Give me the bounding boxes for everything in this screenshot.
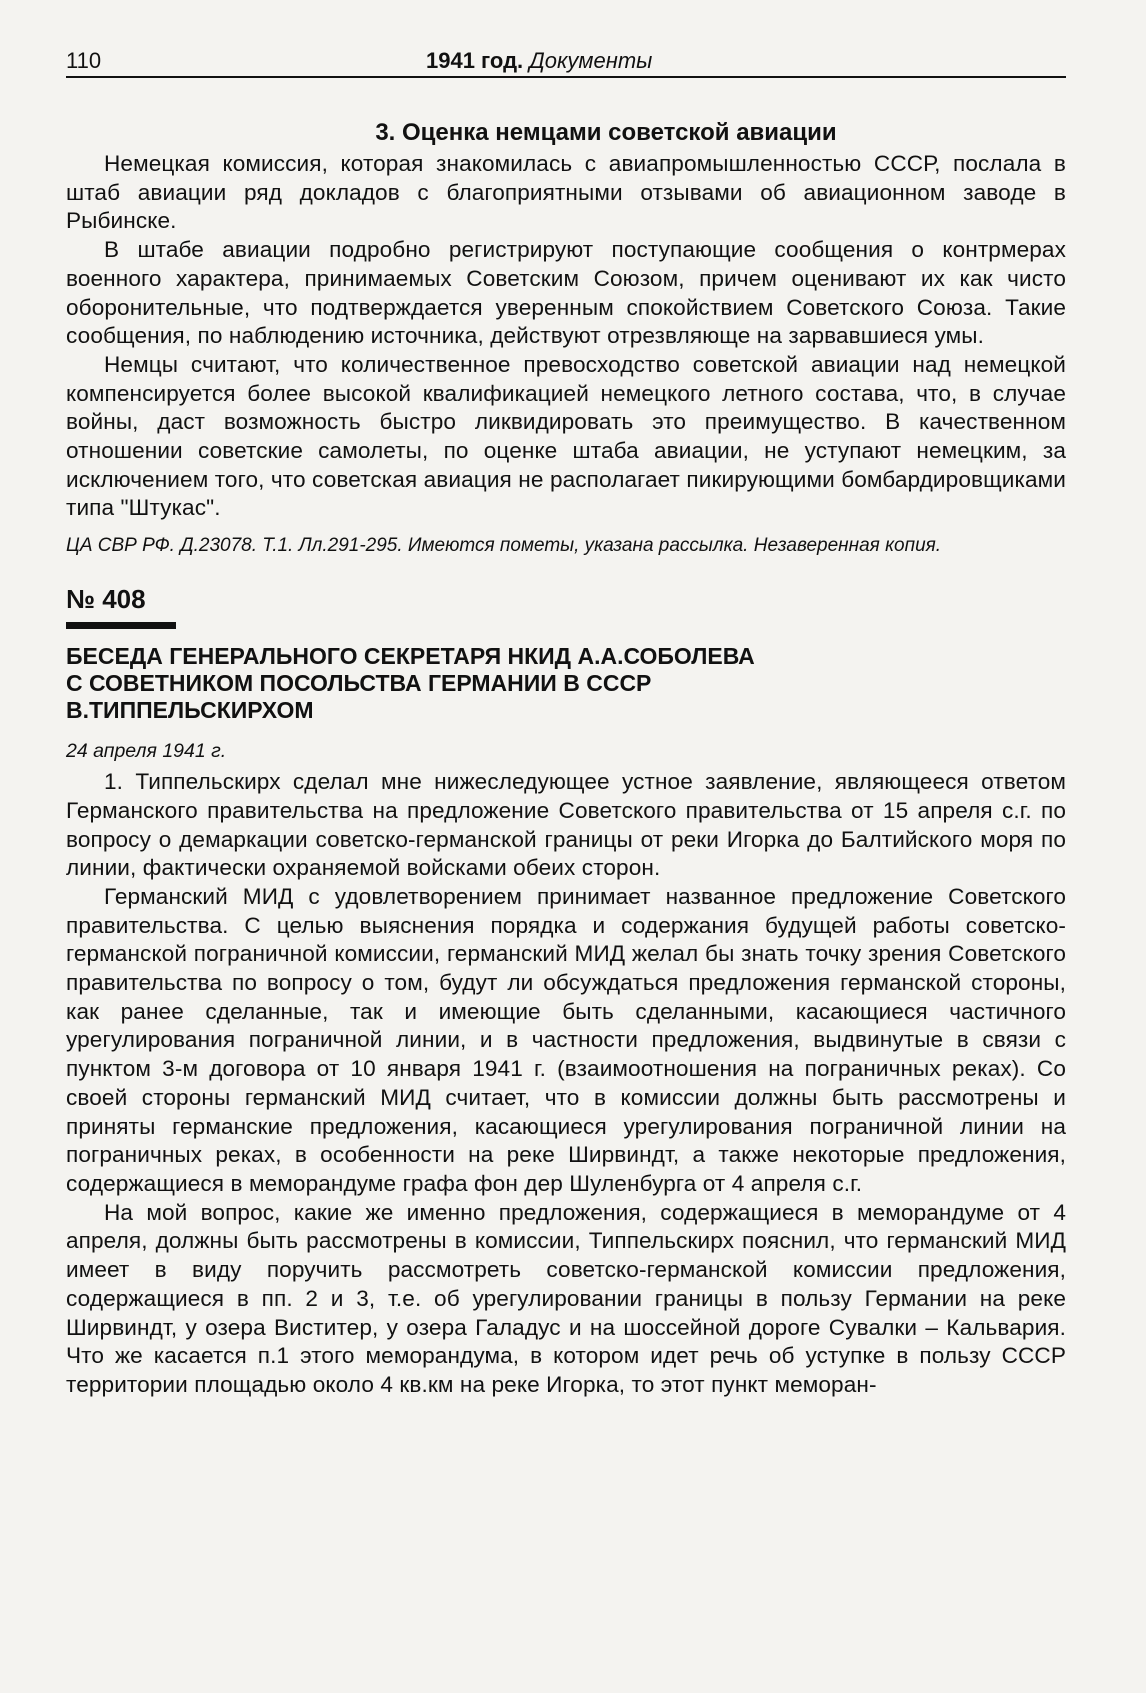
- section-paragraph: В штабе авиации подробно регистрируют поступающие сообщения о контрмерах военного характера, принимаемых Советским Союзом, причем оценивают их как чисто оборонительные, что подтверждается уверенным спокойствием Советского Союза. Такие сообщения, по наблюдению источника, действуют отрезвляюще на зарвавшиеся умы.: [66, 237, 1066, 349]
- document-number-rule: [66, 622, 176, 629]
- running-head: [66, 44, 1066, 78]
- document-title-line: С СОВЕТНИКОМ ПОСОЛЬСТВА ГЕРМАНИИ В СССР: [66, 670, 652, 697]
- document-paragraph: Германский МИД с удовлетворением принимает названное предложение Советского правительства. С целью выяснения порядка и содержания будущей работы советско-германской пограничной комиссии, германский МИД желал бы знать точку зрения Советского правительства по вопросу о том, будут ли обсуждаться предложения германской стороны, как ранее сделанные, так и имеющие быть сделанными, касающиеся частичного урегулирования пограничной линии, и в частности предложения, выдвинутые в связи с пунктом 3-м договора от 10 января 1941 г. (взаимоотношения на пограничных реках). Со своей стороны германский МИД считает, что в комиссии должны быть рассмотрены и приняты германские предложения, касающиеся урегулирования пограничной линии на пограничных реках, в особенности на реке Ширвиндт, а также некоторые предложения, содержащиеся в меморандуме графа фон дер Шуленбурга от 4 апреля с.г.: [66, 883, 1066, 1196]
- document-number: № 408: [66, 584, 146, 615]
- document-title: [66, 643, 1066, 724]
- page-number: 110: [66, 48, 102, 73]
- document-title-line: БЕСЕДА ГЕНЕРАЛЬНОГО СЕКРЕТАРЯ НКИД А.А.СОБОЛЕВА: [66, 643, 755, 670]
- section-paragraph: Немцы считают, что количественное превосходство советской авиации над немецкой компенсируется более высокой квалификацией немецкого летного состава, что, в случае войны, даст возможность быстро ликвидировать это преимущество. В качественном отношении советские самолеты, по оценке штаба авиации, не уступают немецким, за исключением того, что советская авиация не располагает пикирующими бомбардировщиками типа "Штукас".: [66, 351, 1066, 521]
- running-title: [426, 48, 652, 74]
- document-paragraph: 1. Типпельскирх сделал мне нижеследующее устное заявление, являющееся ответом Германского правительства на предложение Советского правительства от 15 апреля с.г. по вопросу о демаркации советско-германской границы от реки Игорка до Балтийского моря по линии, фактически охраняемой войсками обеих сторон.: [66, 769, 1066, 881]
- section-paragraph: Немецкая комиссия, которая знакомилась с авиапромышленностью СССР, послала в штаб авиации ряд докладов с благоприятными отзывами об авиационном заводе в Рыбинске.: [66, 151, 1066, 234]
- running-title-subtitle: Документы: [529, 48, 653, 73]
- running-title-year: 1941 год.: [426, 48, 524, 73]
- document-paragraph: На мой вопрос, какие же именно предложения, содержащиеся в меморандуме от 4 апреля, должны быть рассмотрены в комиссии, Типпельскирх пояснил, что германский МИД имеет в виду поручить рассмотреть советско-германской комиссии предложения, содержащиеся в пп. 2 и 3, т.е. об урегулировании границы в пользу Германии на реке Ширвиндт, у озера Виститер, у озера Галадус и на шоссейной дороге Сувалки – Кальвария. Что же касается п.1 этого меморандума, в котором идет речь об уступке в пользу СССР территории площадью около 4 кв.км на реке Игорка, то этот пункт меморан-: [66, 1199, 1066, 1397]
- section-heading: 3. Оценка немцами советской авиации: [375, 119, 837, 146]
- archive-source-note: ЦА СВР РФ. Д.23078. Т.1. Лл.291-295. Имеются пометы, указана рассылка. Незаверенная копия.: [66, 535, 942, 557]
- book-page: [66, 44, 1066, 1400]
- document-date: 24 апреля 1941 г.: [66, 740, 227, 763]
- document-title-line: В.ТИППЕЛЬСКИРХОМ: [66, 697, 314, 724]
